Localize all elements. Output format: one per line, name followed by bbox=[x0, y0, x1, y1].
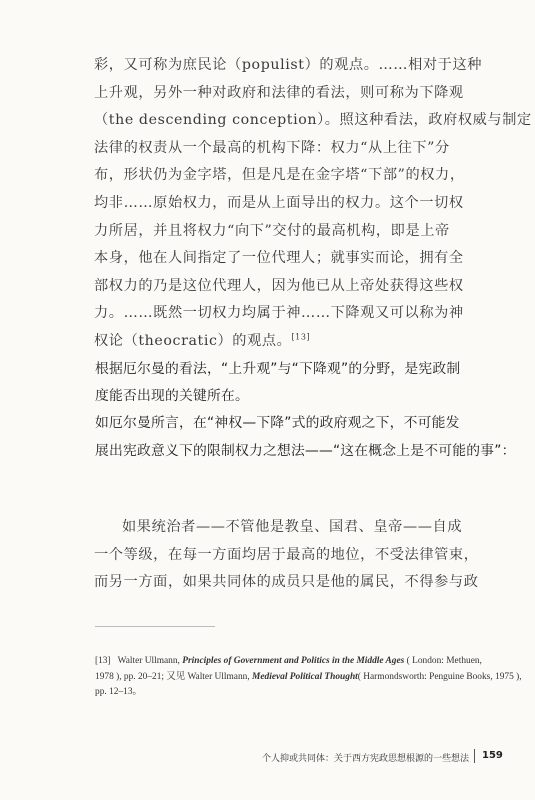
body-line: 展出宪政意义下的限制权力之想法——“这在概念上是不可能的事”： bbox=[95, 442, 516, 459]
quote2-line: 一个等级，在每一方面均居于最高的地位，不受法律管束， bbox=[94, 546, 479, 563]
quote-line: 均非……原始权力，而是从上面导出的权力。这个一切权 bbox=[94, 194, 464, 211]
footer-divider bbox=[474, 749, 475, 763]
quote-line: 彩，又可称为庶民论（populist）的观点。……相对于这种 bbox=[94, 57, 483, 73]
footnote-title: Medieval Political Thought bbox=[252, 671, 358, 682]
footnote-marker: [13] bbox=[291, 332, 311, 342]
quote-line: 力所居，并且将权力“向下”交付的最高机构，即是上帝 bbox=[94, 222, 450, 239]
body-line: 度能否出现的关键所在。 bbox=[95, 388, 249, 405]
quote-line: 本身，他在人间指定了一位代理人；就事实而论，拥有全 bbox=[94, 250, 464, 267]
running-title: 个人抑或共同体：关于西方宪政思想根源的一些想法 bbox=[262, 754, 470, 764]
quote-line-last bbox=[94, 328, 464, 356]
footnotes bbox=[95, 654, 522, 701]
quote-line-text: 权论（theocratic）的观点。 bbox=[94, 332, 292, 349]
quote-line: 部权力的乃是这位代理人，因为他已从上帝处获得这些权 bbox=[94, 277, 464, 294]
footnote-text: 1978 ), pp. 20–21; 又见 Walter Ullmann, bbox=[95, 671, 253, 682]
footnote-line: pp. 12–13。 bbox=[95, 687, 142, 697]
footnote-title: Principles of Government and Politics in the Middle Ages bbox=[182, 656, 405, 666]
footnote-number: [13] bbox=[95, 656, 111, 666]
quote-line: 法律的权责从一个最高的机构下降：权力“从上往下”分 bbox=[94, 139, 450, 156]
quote-line: （the descending conception）。照这种看法，政府权威与制定 bbox=[94, 112, 532, 129]
body-line: 根据厄尔曼的看法，“上升观”与“下降观”的分野，是宪政制 bbox=[95, 361, 461, 377]
quote2-line: 而另一方面，如果共同体的成员只是他的属民，不得参与政 bbox=[94, 574, 479, 591]
quote-line: 布，形状仍为金字塔，但是凡是在金字塔“下部”的权力， bbox=[94, 167, 465, 184]
body-paragraphs bbox=[95, 356, 516, 465]
quote-line: 上升观，另外一种对政府和法律的看法，则可称为下降观 bbox=[94, 84, 464, 101]
footnote-publisher: ( London: Methuen, bbox=[404, 656, 482, 666]
block-quote-ullmann bbox=[94, 52, 532, 356]
footnote-line bbox=[95, 670, 522, 686]
quote2-line: 如果统治者——不管他是教皇、国君、皇帝——自成 bbox=[122, 519, 463, 535]
page-number: 159 bbox=[482, 750, 503, 761]
body-line: 如厄尔曼所言，在“神权—下降”式的政府观之下，不可能发 bbox=[95, 415, 460, 432]
footnote-line bbox=[95, 654, 495, 670]
quote-line: 力。……既然一切权力均属于神……下降观又可以称为神 bbox=[94, 305, 464, 322]
footnote-author: Walter Ullmann, bbox=[117, 656, 183, 666]
footnote-text: ( Harmondsworth: Penguine Books, 1975 ), bbox=[357, 671, 522, 682]
footnote-divider bbox=[95, 626, 215, 627]
block-quote-ruler bbox=[94, 514, 479, 597]
